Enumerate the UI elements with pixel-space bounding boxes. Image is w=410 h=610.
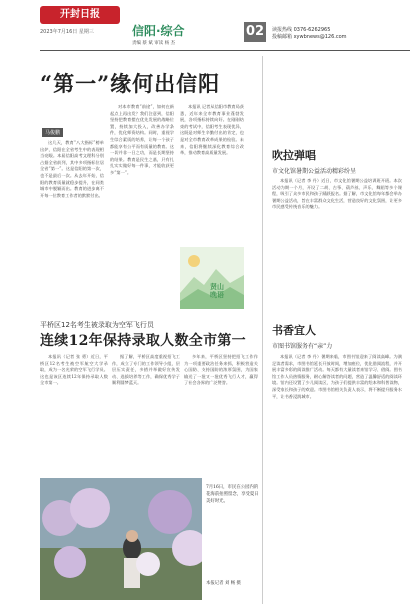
lower-paragraph: 据了解，平桥区高度重视招飞工作，成立了专门的工作领导小组，层层压实责任，多措并举做好宣传发动、选拔培养等工作，确保优秀学子顺利圆梦蓝天。	[112, 354, 180, 386]
lower-column-3	[184, 354, 258, 474]
header-rule	[40, 50, 410, 51]
article-subheadline: 市图书馆服务有“亲”力	[272, 343, 333, 350]
article-subheadline: 市文化馆暑期公益活动精彩纷呈	[272, 168, 357, 175]
article-body	[272, 354, 402, 602]
hotline-text: 读报热线 0376-6262965	[272, 27, 331, 33]
column-divider	[262, 56, 263, 604]
lower-paragraph: 多年来，平桥区坚持把招飞工作作为一项重要政治任务来抓，积极营造关心国防、支持国防的浓厚氛围，为国家输送了一批又一批优秀飞行人才，赢得了社会各界的广泛赞誉。	[184, 354, 258, 386]
page-number: 02	[244, 22, 266, 42]
lower-paragraph: 本报讯（记者 张 勇）近日，平桥区12名考生被空军航空大学录取，成为一名光荣的空军飞行学员。这也是该区连续12年保持录取人数全市第一。	[40, 354, 108, 386]
article-paragraph: 本报讯（记者 李 丹）近日，市文化馆暑期公益培训班开班。本次活动为期一个月，开设了二胡、古筝、葫芦丝、声乐、舞蹈等多个课程，吸引了众多市民和孩子踊跃报名。据了解，市文化馆每年都会举办暑期公益活动，旨在丰富群众文化生活，营造良好的文化氛围，让更多市民感受传统音乐的魅力。	[272, 178, 402, 210]
feature-column-2	[110, 104, 174, 310]
feature-column-3	[180, 104, 244, 246]
masthead	[0, 0, 410, 46]
illustration-word: 贤山	[210, 283, 224, 291]
lower-subheadline: 平桥区12名考生被录取为空军飞行员	[40, 321, 154, 329]
newspaper-logo: 开封日报	[40, 6, 120, 24]
author-tag: 马俊鹏	[42, 128, 63, 137]
editors-line: 责编 蔡 斌 审读 杨 杰	[132, 41, 176, 46]
flower-garden-photo-icon	[40, 478, 202, 600]
article-headline: 书香宜人	[272, 324, 316, 337]
edition-title: 信阳·综合	[132, 24, 185, 38]
feature-paragraph: 本报讯 记者从信阳市教育局获悉，近年来全市教育事业蓬勃发展，各项指标持续向好。在刚刚结束的考试中，信阳考生表现优异，这既是对师生辛勤付出的肯定，也是对全市教育改革成果的检验。未来，信阳将继续深化教育综合改革，推动教育高质量发展。	[180, 104, 244, 156]
lower-column-1	[40, 354, 108, 474]
mountain-illustration-icon	[180, 247, 244, 309]
contact-block	[272, 27, 347, 41]
article-headline: 吹拉弹唱	[272, 149, 316, 162]
feature-column-1	[40, 140, 104, 310]
photo-caption: 7月16日，市民在公园内的花海前拍照留念，享受夏日美好时光。	[206, 485, 259, 504]
feature-headline: “第一”缘何出信阳	[40, 71, 221, 96]
illustration-caption	[210, 283, 224, 299]
article-body	[272, 178, 402, 316]
email-text: 投稿邮箱 xywbnews@126.com	[272, 34, 347, 40]
photo-credit: 本报记者 刘 畅 摄	[206, 581, 241, 586]
lower-column-2	[112, 354, 180, 474]
news-photo	[40, 478, 202, 600]
feature-paragraph: 对本市教育“前途”，如何在新起点上再出发？我们注意到，信阳坚持把教育摆在优先发展的战略位置，持续加大投入，改善办学条件，优化师资结构。同时，重视学生综合素质的培养，让每一个孩子都能享有公平而有质量的教育。这一切并非一日之功，而是长期坚持的结果。教育是民生之基，只有扎扎实实做好每一件事，才能收获更多“第一”。	[110, 104, 174, 175]
lower-headline: 连续12年保持录取人数全市第一	[40, 333, 246, 349]
issue-date-line: 2023年7月16日 星期三	[40, 29, 94, 35]
feature-paragraph: 这几天，教育“八大指标”榜单出炉，信阳在全省考生中的表现相当亮眼。本届信阳高考文理科分别占据全省前列，其中多项指标位居全省“第一”。这是信阳的第一次，也不是最后一次。从去年开始，信阳的教育质量就稳步提升，在同类城市中脱颖而出。教育的进步离不开每一位教育工作者的默默付出。	[40, 140, 104, 198]
article-paragraph: 本报讯（记者 李 丹）暑期来临，市图书馆迎来了阅读高峰。为满足读者需求，市图书馆延长开放时间，增加座位，优化借阅流程，并开展丰富多彩的阅读推广活动。每天都有大量读者来馆学习、借阅。图书馆工作人员热情服务，耐心解答读者的问题，营造了温馨舒适的阅读环境。馆内还设置了少儿阅读区，为孩子们提供丰富的绘本和科普读物，深受家长和孩子的欢迎。市图书馆相关负责人表示，将不断提升服务水平，让书香浸润城市。	[272, 354, 402, 399]
illustration-word: 晚语	[210, 291, 224, 299]
column-illustration	[180, 247, 244, 309]
